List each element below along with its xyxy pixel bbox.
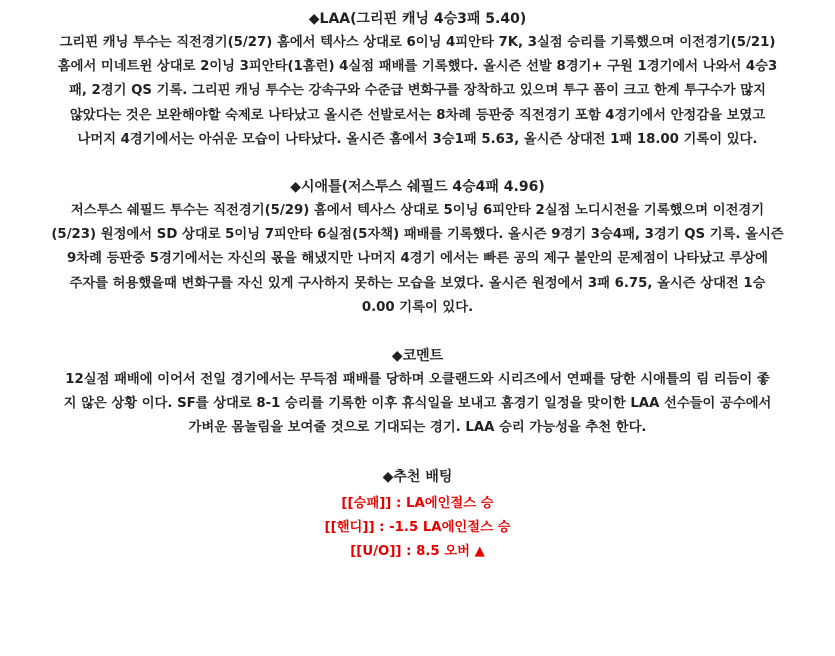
section-spacer (10, 320, 825, 347)
bet-separator: : (374, 519, 390, 535)
bet-item-handicap (10, 516, 825, 540)
laa-paragraph (10, 31, 825, 152)
comment-line: 지 않은 상황 이다. SF를 상대로 8-1 승리를 기록한 이후 휴식일을 보내고 홈경기 일정을 맞이한 LAA 선수들이 공수에서 (63, 396, 772, 412)
laa-heading: ◆LAA(그리핀 캐닝 4승3패 5.40) (308, 11, 527, 27)
comment-line: 가벼운 몸놀림을 보여줄 것으로 기대되는 경기. LAA 승리 가능성을 추천 한다. (188, 420, 647, 436)
bet-label: [[U/O]] (350, 543, 402, 559)
comment-paragraph (10, 368, 825, 441)
bet-label: [[핸디]] (324, 519, 375, 535)
comment-section (10, 347, 825, 441)
bet-value: LA에인절스 승 (405, 495, 494, 511)
bet-label: [[승패]] (341, 495, 392, 511)
laa-section (10, 10, 825, 152)
seattle-line: 저스투스 쉐필드 투수는 직전경기(5/29) 홈에서 텍사스 상대로 5이닝 6피안타 2실점 노디시전을 기록했으며 이전경기 (70, 203, 765, 219)
seattle-line: 0.00 기록이 있다. (361, 299, 474, 315)
laa-line: 패, 2경기 QS 기록. 그리핀 캐닝 투수는 강속구와 수준급 변화구를 장착하고 있으며 투구 폼이 크고 한계 투구수가 많지 (69, 83, 766, 99)
seattle-line: (5/23) 원정에서 SD 상대로 5이닝 7피안타 6실점(5자책) 패배를 기록했다. 올시즌 9경기 3승4패, 3경기 QS 기록. 올시즌 (51, 227, 784, 243)
section-spacer (10, 441, 825, 468)
section-spacer (10, 152, 825, 178)
seattle-line: 주자를 허용했을때 변화구를 자신 있게 구사하지 못하는 모습을 보였다. 올시즌 원정에서 3패 6.75, 올시즌 상대전 1승 (69, 275, 766, 291)
laa-line: 나머지 4경기에서는 아쉬운 모습이 나타났다. 올시즌 홈에서 3승1패 5.63, 올시즌 상대전 1패 18.00 기록이 있다. (77, 131, 758, 147)
comment-line: 12실점 패배에 이어서 전일 경기에서는 무득점 패배를 당하며 오클랜드와 시리즈에서 연패를 당한 시애틀의 림 리듬이 좋 (65, 372, 770, 388)
seattle-line: 9차례 등판중 5경기에서는 자신의 몫을 해냈지만 나머지 4경기 에서는 빠른 공의 제구 불안의 문제점이 나타났고 루상에 (67, 251, 768, 267)
bet-value: 8.5 오버 ▲ (416, 543, 485, 559)
bets-heading: ◆추천 배팅 (382, 468, 453, 485)
seattle-section (10, 178, 825, 320)
seattle-heading: ◆시애틀(저스투스 쉐필드 4승4패 4.96) (290, 179, 545, 196)
bets-section (10, 468, 825, 564)
bet-item-over-under (10, 540, 825, 564)
comment-heading: ◆코멘트 (391, 348, 444, 365)
bet-separator: : (401, 543, 417, 559)
laa-line: 홈에서 미네트윈 상대로 2이닝 3피안타(1홈런) 4실점 패배를 기록했다. 올시즌 선발 8경기+ 구원 1경기에서 나와서 4승3 (57, 59, 778, 75)
bet-separator: : (391, 495, 406, 511)
seattle-paragraph (10, 199, 825, 320)
bet-value: -1.5 LA에인절스 승 (389, 519, 511, 535)
bet-item-winloss (10, 492, 825, 516)
laa-line: 그리핀 캐닝 투수는 직전경기(5/27) 홈에서 텍사스 상대로 6이닝 4피안타 7K, 3실점 승리를 기록했으며 이전경기(5/21) (59, 35, 776, 50)
laa-line: 않았다는 것은 보완해야할 숙제로 나타났고 올시즌 선발로서는 8차례 등판중 직전경기 포함 4경기에서 안정감을 보였고 (69, 107, 766, 123)
